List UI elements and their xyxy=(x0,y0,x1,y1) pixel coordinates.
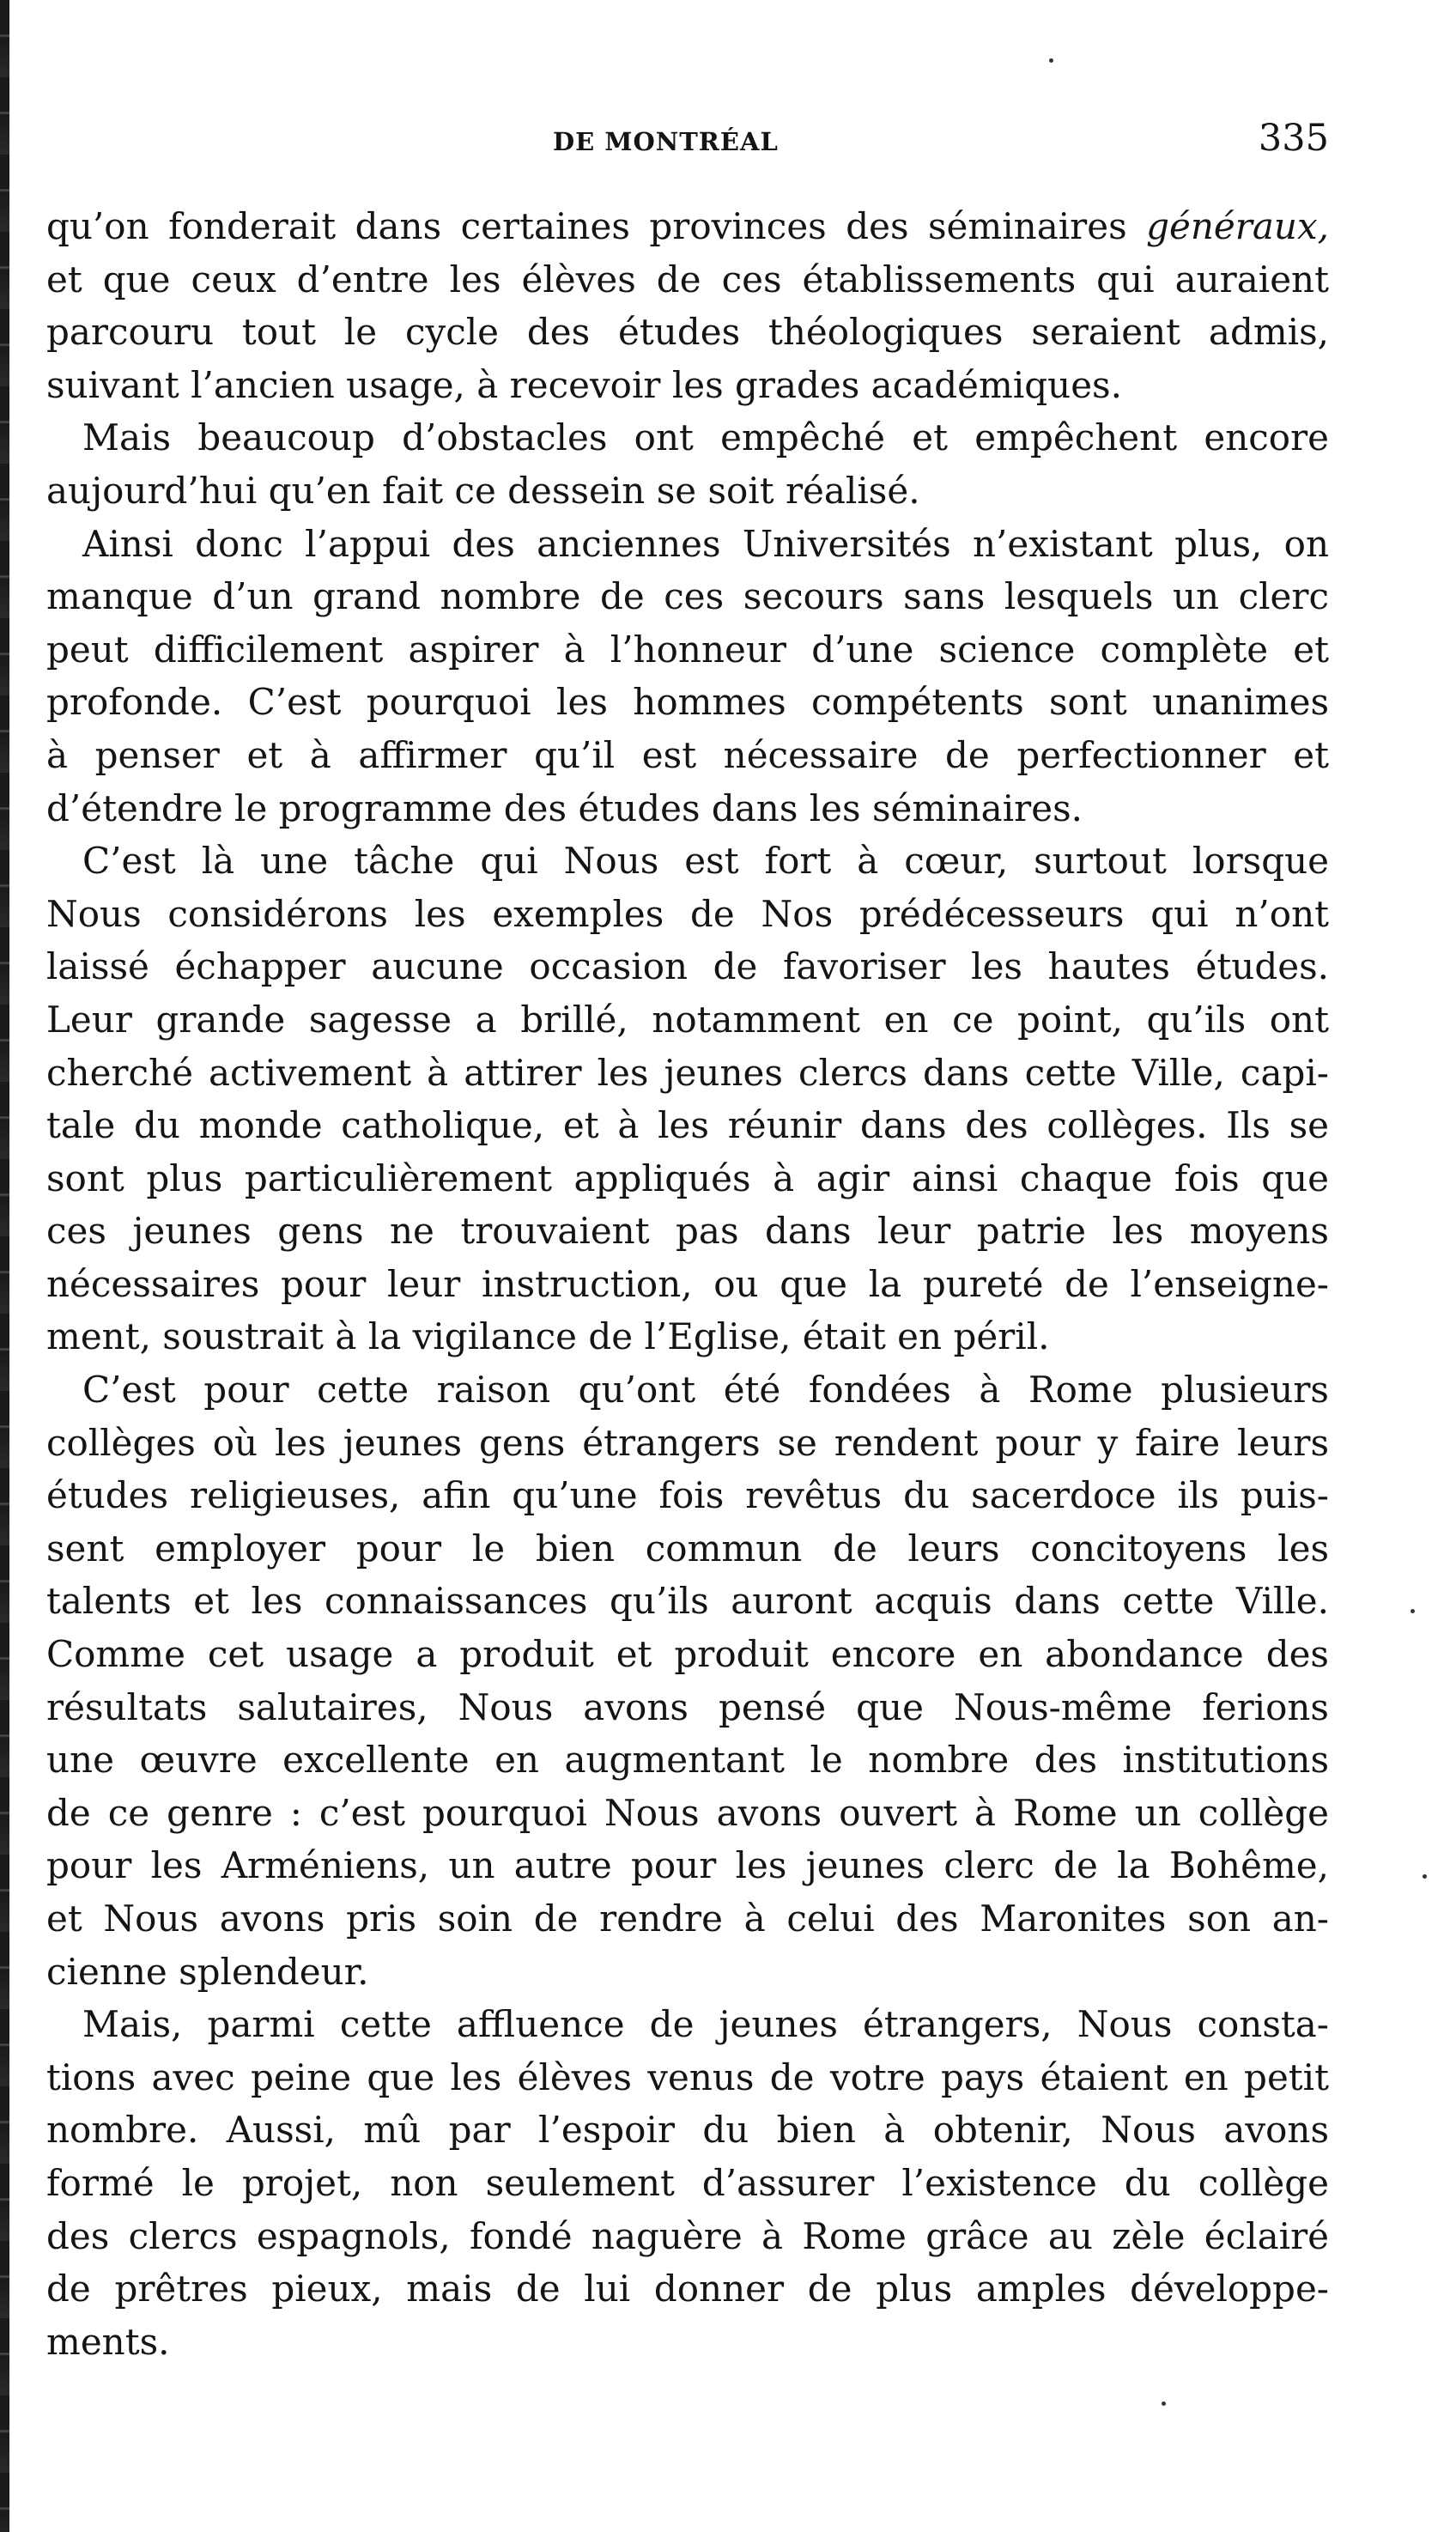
page-edge-shadow xyxy=(0,0,9,2532)
text-line: résultats salutaires, Nous avons pensé que Nous-même ferions xyxy=(46,1685,1329,1728)
text-line: Leur grande sagesse a brillé, notamment en ce point, qu’ils ont xyxy=(46,998,1329,1041)
text-line: formé le projet, non seulement d’assurer l’existence du collège xyxy=(46,2161,1329,2204)
paragraph xyxy=(46,518,1329,835)
text-line: qu’on fonderait dans certaines provinces des séminaires généraux, xyxy=(46,205,1329,247)
text-line: cienne splendeur. xyxy=(46,1950,369,1993)
paragraph xyxy=(46,1998,1329,2368)
text-line: parcouru tout le cycle des études théologiques seraient admis, xyxy=(46,311,1329,354)
text-line: C’est là une tâche qui Nous est fort à cœur, surtout lorsque xyxy=(82,840,1329,883)
text-line: études religieuses, afin qu’une fois revêtus du sacerdoce ils puis- xyxy=(46,1474,1329,1517)
paragraph xyxy=(46,200,1329,411)
print-speck xyxy=(1423,1874,1427,1879)
paragraph xyxy=(46,835,1329,1363)
page-number: 335 xyxy=(1258,117,1329,160)
text-line: des clercs espagnols, fondé naguère à Rome grâce au zèle éclairé xyxy=(46,2214,1329,2257)
text-line: Nous considérons les exemples de Nos prédécesseurs qui n’ont xyxy=(46,892,1329,935)
paragraph xyxy=(46,1363,1329,1998)
text-line: suivant l’ancien usage, à recevoir les grades académiques. xyxy=(46,363,1122,406)
text-line: de prêtres pieux, mais de lui donner de plus amples développe- xyxy=(46,2268,1329,2310)
text-line: nombre. Aussi, mû par l’espoir du bien à obtenir, Nous avons xyxy=(46,2109,1329,2152)
text-line: Ainsi donc l’appui des anciennes Universités n’existant plus, on xyxy=(82,522,1329,565)
text-line: pour les Arméniens, un autre pour les jeunes clerc de la Bohême, xyxy=(46,1844,1329,1887)
running-head: DE MONTRÉAL xyxy=(553,127,779,156)
text-line: et Nous avons pris soin de rendre à celui des Maronites son an- xyxy=(46,1897,1329,1940)
text-line: C’est pour cette raison qu’ont été fondées à Rome plusieurs xyxy=(82,1369,1329,1412)
text-line: laissé échapper aucune occasion de favoriser les hautes études. xyxy=(46,945,1329,988)
text-line: Mais, parmi cette affluence de jeunes étrangers, Nous consta- xyxy=(82,2003,1329,2046)
paragraph xyxy=(46,411,1329,517)
text-line: d’étendre le programme des études dans les séminaires. xyxy=(46,786,1083,829)
text-line: aujourd’hui qu’en fait ce dessein se soit réalisé. xyxy=(46,469,920,512)
text-line: profonde. C’est pourquoi les hommes compétents sont unanimes xyxy=(46,681,1329,724)
print-speck xyxy=(1049,58,1053,63)
text-line: nécessaires pour leur instruction, ou que la pureté de l’enseigne- xyxy=(46,1262,1329,1305)
text-line: talents et les connaissances qu’ils auront acquis dans cette Ville. xyxy=(46,1580,1329,1623)
text-line: peut difficilement aspirer à l’honneur d’une science complète et xyxy=(46,628,1329,671)
text-line: collèges où les jeunes gens étrangers se rendent pour y faire leurs xyxy=(46,1421,1329,1464)
page-header xyxy=(46,117,1329,168)
text-line: tions avec peine que les élèves venus de votre pays étaient en petit xyxy=(46,2055,1329,2098)
text-line: sont plus particulièrement appliqués à agir ainsi chaque fois que xyxy=(46,1157,1329,1199)
text-line: une œuvre excellente en augmentant le nombre des institutions xyxy=(46,1739,1329,1782)
text-line: ments. xyxy=(46,2320,170,2363)
text-line: à penser et à affirmer qu’il est nécessaire de perfectionner et xyxy=(46,733,1329,776)
text-line: ment, soustrait à la vigilance de l’Eglise, était en péril. xyxy=(46,1315,1050,1358)
text-line: et que ceux d’entre les élèves de ces établissements qui auraient xyxy=(46,258,1329,301)
text-line: cherché activement à attirer les jeunes clercs dans cette Ville, capi- xyxy=(46,1051,1329,1094)
italic-word: généraux, xyxy=(1146,205,1329,247)
print-speck xyxy=(1410,1609,1415,1613)
text-line: manque d’un grand nombre de ces secours sans lesquels un clerc xyxy=(46,575,1329,618)
text-line: tale du monde catholique, et à les réunir dans des collèges. Ils se xyxy=(46,1104,1329,1147)
body-text xyxy=(46,200,1329,2368)
print-speck xyxy=(1162,2401,1166,2406)
text-line: sent employer pour le bien commun de leurs concitoyens les xyxy=(46,1527,1329,1570)
text-line: Comme cet usage a produit et produit encore en abondance des xyxy=(46,1633,1329,1676)
text-line: ces jeunes gens ne trouvaient pas dans leur patrie les moyens xyxy=(46,1210,1329,1253)
text-line: de ce genre : c’est pourquoi Nous avons ouvert à Rome un collège xyxy=(46,1791,1329,1834)
text-line: Mais beaucoup d’obstacles ont empêché et empêchent encore xyxy=(82,416,1329,459)
